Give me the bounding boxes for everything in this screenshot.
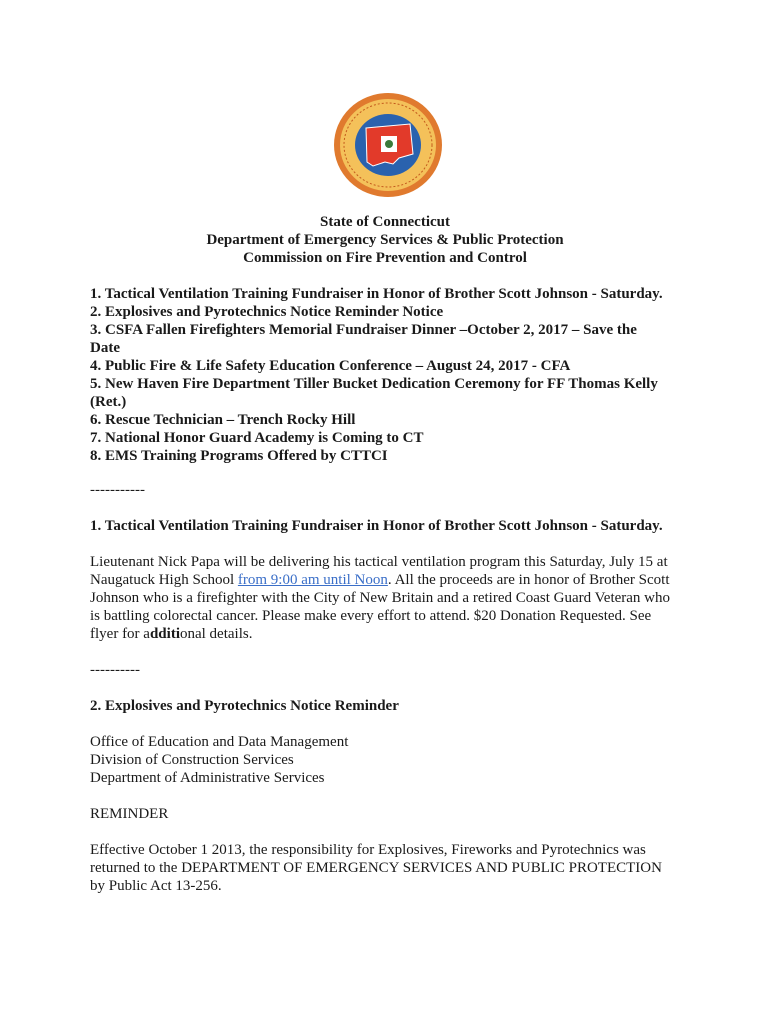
address-line-3: Department of Administrative Services xyxy=(90,770,325,786)
header-department: Department of Emergency Services & Public Protection xyxy=(206,232,564,248)
toc-item-5: 5. New Haven Fire Department Tiller Bucket Dedication Ceremony for FF Thomas Kelly (Ret.) xyxy=(90,376,658,410)
reminder-heading: REMINDER xyxy=(90,806,169,822)
separator-2: ---------- xyxy=(90,662,140,678)
effective-paragraph: Effective October 1 2013, the responsibility for Explosives, Fireworks and Pyrotechnics was returned to the DEPARTMENT OF EMERGENCY SERVICES AND PUBLIC PROTECTION by Public Act 13-256. xyxy=(90,842,662,894)
toc-item-4: 4. Public Fire & Life Safety Education Conference – August 24, 2017 - CFA xyxy=(90,358,571,374)
address-line-1: Office of Education and Data Management xyxy=(90,734,349,750)
connecticut-fire-commission-seal-icon xyxy=(333,92,443,198)
header-state: State of Connecticut xyxy=(320,214,450,230)
section-1-text-bold: dditi xyxy=(149,626,180,642)
section-1-paragraph xyxy=(90,553,670,643)
table-of-contents xyxy=(90,285,670,465)
separator-1: ----------- xyxy=(90,482,145,498)
event-time-link[interactable]: from 9:00 am until Noon xyxy=(237,572,388,588)
address-line-2: Division of Construction Services xyxy=(90,752,294,768)
toc-item-7: 7. National Honor Guard Academy is Coming to CT xyxy=(90,430,424,446)
document-content xyxy=(90,285,670,913)
section-1-text-start: Lieutenant Nick Papa will be delivering his tactical ventilation program this Saturday, July 15 at Naugatuck High School xyxy=(90,554,668,588)
toc-item-6: 6. Rescue Technician – Trench Rocky Hill xyxy=(90,412,356,428)
toc-item-1: 1. Tactical Ventilation Training Fundraiser in Honor of Brother Scott Johnson - Saturday. xyxy=(90,286,663,302)
toc-item-3: 3. CSFA Fallen Firefighters Memorial Fundraiser Dinner –October 2, 2017 – Save the Date xyxy=(90,322,637,356)
section-1-text-end: onal details. xyxy=(179,626,253,642)
header-commission: Commission on Fire Prevention and Control xyxy=(243,250,527,266)
office-address-block xyxy=(90,733,670,787)
toc-item-8: 8. EMS Training Programs Offered by CTTCI xyxy=(90,448,388,464)
document-header xyxy=(0,213,770,267)
section-1-text-middle: . All the proceeds are in honor of Brother Scott Johnson who is a firefighter with the City of New Britain and a retired Coast Guard Veteran who is battling colorectal cancer. Please make every effort to attend. $20 Donation Requested. See flyer for a xyxy=(90,572,671,642)
section-2-title: 2. Explosives and Pyrotechnics Notice Reminder xyxy=(90,698,399,714)
section-1-title: 1. Tactical Ventilation Training Fundraiser in Honor of Brother Scott Johnson - Saturday. xyxy=(90,518,663,534)
toc-item-2: 2. Explosives and Pyrotechnics Notice Reminder Notice xyxy=(90,304,444,320)
